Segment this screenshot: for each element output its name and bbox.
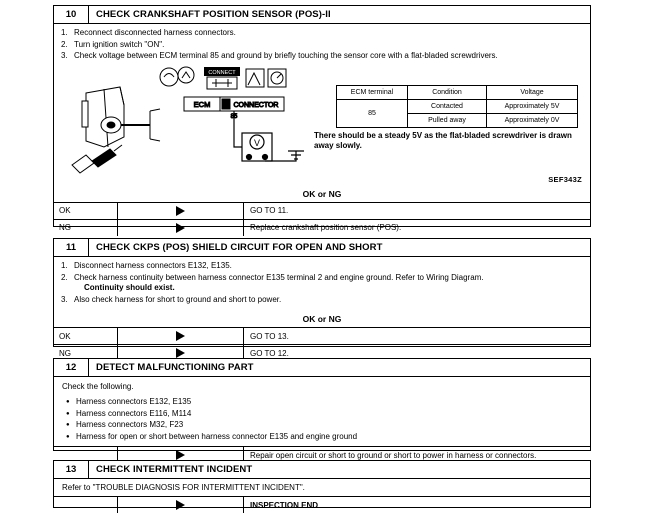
arrow-icon xyxy=(176,223,185,233)
voltage-table xyxy=(336,85,578,128)
ok-or-ng-label: OK or NG xyxy=(302,188,342,199)
step-10-figure xyxy=(54,65,590,187)
result-key: OK xyxy=(54,328,118,344)
step-10-body xyxy=(54,24,590,236)
svg-text:ECM: ECM xyxy=(193,99,211,109)
table-cell: 85 xyxy=(337,99,408,127)
arrow-icon xyxy=(176,450,185,460)
arrow-icon xyxy=(176,500,185,510)
result-row-ng xyxy=(54,219,590,236)
list-marker: 3. xyxy=(61,51,68,60)
instruction-text: Check voltage between ECM terminal 85 and ground by briefly touching the sensor core with a flat-bladed screwdrivers. xyxy=(74,51,498,60)
list-item xyxy=(61,28,584,39)
step-10-instructions xyxy=(54,24,590,65)
list-item: ● Harness for open or short between harness connector E135 and engine ground xyxy=(76,431,584,442)
crankshaft-sensor-diagram xyxy=(64,65,329,183)
step-13-lead: Refer to "TROUBLE DIAGNOSIS FOR INTERMITTENT INCIDENT". xyxy=(62,483,305,492)
step-13-title: CHECK INTERMITTENT INCIDENT xyxy=(96,464,253,475)
result-row-ok xyxy=(54,202,590,219)
step-13-number: 13 xyxy=(54,461,89,478)
instruction-text: Disconnect harness connectors E132, E135. xyxy=(74,261,232,270)
step-12-header xyxy=(54,359,590,377)
step-block-12 xyxy=(53,358,591,460)
instruction-text: Check harness continuity between harness connector E135 terminal 2 and engine ground. Refer to Wiring Diagram. xyxy=(74,272,484,282)
list-item: ● Harness connectors E132, E135 xyxy=(76,396,584,407)
list-item xyxy=(61,51,584,62)
arrow-icon xyxy=(176,331,185,341)
step-11-body xyxy=(54,257,590,361)
result-key: OK xyxy=(54,203,118,219)
step-13-body xyxy=(54,479,590,513)
step-10-header xyxy=(54,6,590,24)
result-arrow xyxy=(118,497,244,513)
result-row-inspection-end xyxy=(54,496,590,513)
table-cell: Approximately 0V xyxy=(487,113,578,127)
ok-or-ng-label: OK or NG xyxy=(302,314,342,324)
result-arrow xyxy=(118,328,244,344)
list-item xyxy=(61,294,584,306)
step-12-body xyxy=(54,377,590,463)
figure-id: SEF343Z xyxy=(548,174,582,184)
table-header-cell: ECM terminal xyxy=(337,85,408,99)
table-cell: Approximately 5V xyxy=(487,99,578,113)
result-key: NG xyxy=(54,345,118,361)
list-marker: 2. xyxy=(61,272,68,282)
step-10-title: CHECK CRANKSHAFT POSITION SENSOR (POS)-II xyxy=(96,9,331,20)
list-item: ● Harness connectors E116, M114 xyxy=(76,408,584,419)
instruction-text: Turn ignition switch "ON". xyxy=(74,39,165,49)
step-11-title: CHECK CKPS (POS) SHIELD CIRCUIT FOR OPEN AND SHORT xyxy=(96,242,383,253)
table-cell: Contacted xyxy=(408,99,487,113)
step-block-13 xyxy=(53,460,591,508)
table-header-cell: Voltage xyxy=(487,85,578,99)
list-item xyxy=(61,261,584,272)
arrow-icon xyxy=(176,206,185,216)
table-header-cell: Condition xyxy=(408,85,487,99)
result-value: GO TO 12. xyxy=(250,348,289,358)
result-value: Repair open circuit or short to ground or short to power in harness or connectors. xyxy=(250,450,537,460)
result-key: NG xyxy=(54,220,118,236)
arrow-icon xyxy=(176,348,185,358)
step-block-11 xyxy=(53,238,591,358)
figure-note: There should be a steady 5V as the flat-bladed screwdriver is drawn away slowly. xyxy=(314,130,572,150)
step-11-instructions xyxy=(54,257,590,308)
step-12-bullets xyxy=(54,394,590,444)
svg-text:CONNECTOR: CONNECTOR xyxy=(233,101,279,109)
result-value: GO TO 11. xyxy=(250,206,289,215)
result-value: GO TO 13. xyxy=(250,331,289,341)
list-item: ● Harness connectors M32, F23 xyxy=(76,419,584,430)
svg-text:V: V xyxy=(253,137,261,148)
result-value: Replace crankshaft position sensor (POS). xyxy=(250,223,402,232)
table-header-row xyxy=(337,85,578,99)
step-10-number: 10 xyxy=(54,6,89,23)
step-13-header xyxy=(54,461,590,479)
result-row-ok xyxy=(54,327,590,344)
list-item xyxy=(61,39,584,51)
continuity-note: Continuity should exist. xyxy=(84,283,175,292)
list-marker: 2. xyxy=(61,39,68,49)
result-arrow xyxy=(118,203,244,219)
step-12-number: 12 xyxy=(54,359,89,376)
step-11-header xyxy=(54,239,590,257)
svg-text:85: 85 xyxy=(230,113,238,120)
list-marker: 3. xyxy=(61,294,68,304)
result-value: INSPECTION END xyxy=(250,500,319,510)
list-marker: 1. xyxy=(61,261,68,270)
step-12-lead: Check the following. xyxy=(62,382,134,391)
table-row xyxy=(337,99,578,113)
step-11-number: 11 xyxy=(54,239,89,256)
list-item xyxy=(61,272,584,294)
list-marker: 1. xyxy=(61,28,68,37)
instruction-text: Also check harness for short to ground and short to power. xyxy=(74,294,282,304)
table-cell: Pulled away xyxy=(408,113,487,127)
step-12-title: DETECT MALFUNCTIONING PART xyxy=(96,362,254,373)
result-arrow xyxy=(118,220,244,236)
instruction-text: Reconnect disconnected harness connectors. xyxy=(74,28,236,37)
step-block-10 xyxy=(53,5,591,232)
svg-text:CONNECT: CONNECT xyxy=(208,69,236,76)
result-key xyxy=(54,497,118,513)
